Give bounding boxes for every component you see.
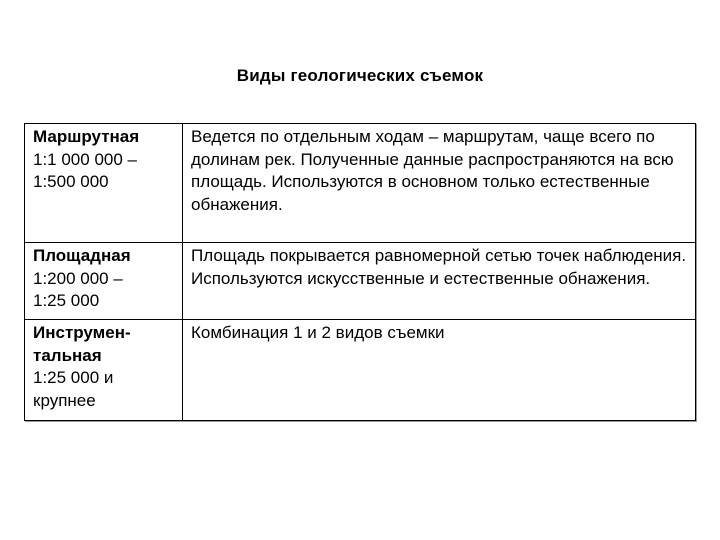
survey-type-name: Площадная [33,246,131,265]
survey-types-table [24,123,696,421]
table-row [25,243,696,320]
table-row [25,124,696,243]
survey-type-name: Маршрутная [33,127,140,146]
survey-description: Площадь покрывается равномерной сетью точек наблюдения. Используются искусственные и естественные обнажения. [183,243,696,320]
survey-scale: 1:200 000 – 1:25 000 [33,268,123,310]
survey-scale: 1:1 000 000 – 1:500 000 [33,149,137,191]
survey-type-cell [25,243,183,320]
survey-scale: 1:25 000 и крупнее [33,368,114,410]
survey-description: Ведется по отдельным ходам – маршрутам, чаще всего по долинам рек. Полученные данные распространяются на всю площадь. Используются в основном только естественные обнажения. [183,124,696,243]
page-title: Виды геологических съемок [236,66,484,85]
survey-type-cell [25,320,183,421]
survey-type-name: Инструмен- тальная [33,323,131,365]
table-row [25,320,696,421]
survey-description: Комбинация 1 и 2 видов съемки [183,320,696,421]
survey-type-cell [25,124,183,243]
